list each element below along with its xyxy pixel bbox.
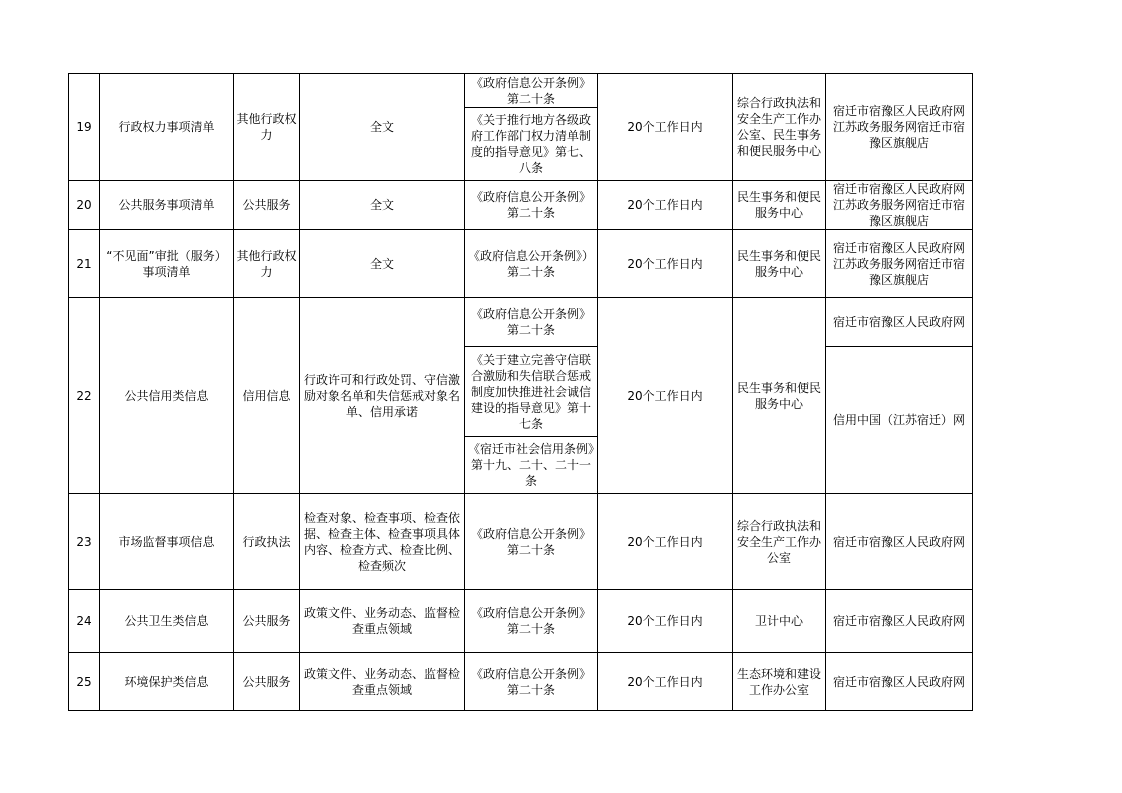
row-number: 23 (69, 494, 100, 590)
item-category: 公共服务 (234, 653, 300, 711)
item-name: 环境保护类信息 (100, 653, 234, 711)
item-name: 行政权力事项清单 (100, 74, 234, 181)
table-row (69, 653, 973, 711)
row-number: 19 (69, 74, 100, 181)
item-category: 其他行政权力 (234, 230, 300, 298)
legal-basis: 《政府信息公开条例》第二十条 (465, 494, 598, 590)
responsible-unit: 生态环境和建设工作办公室 (733, 653, 826, 711)
publish-channel: 信用中国（江苏宿迁）网 (826, 347, 973, 494)
item-content: 全文 (300, 230, 465, 298)
row-number: 22 (69, 298, 100, 494)
item-name: “不见面”审批（服务）事项清单 (100, 230, 234, 298)
item-name: 公共服务事项清单 (100, 181, 234, 230)
table-row (69, 74, 973, 108)
responsible-unit: 民生事务和便民服务中心 (733, 298, 826, 494)
legal-basis: 《政府信息公开条例》第二十条 (465, 74, 598, 108)
table-row (69, 494, 973, 590)
publish-channel: 宿迁市宿豫区人民政府网 (826, 653, 973, 711)
item-name: 公共信用类信息 (100, 298, 234, 494)
item-content: 行政许可和行政处罚、守信激励对象名单和失信惩戒对象名单、信用承诺 (300, 298, 465, 494)
item-category: 公共服务 (234, 181, 300, 230)
time-limit: 20个工作日内 (598, 74, 733, 181)
legal-basis: 《政府信息公开条例》第二十条 (465, 181, 598, 230)
time-limit: 20个工作日内 (598, 230, 733, 298)
time-limit: 20个工作日内 (598, 494, 733, 590)
row-number: 24 (69, 590, 100, 653)
legal-basis: 《政府信息公开条例》第二十条 (465, 298, 598, 347)
responsible-unit: 民生事务和便民服务中心 (733, 230, 826, 298)
item-category: 公共服务 (234, 590, 300, 653)
time-limit: 20个工作日内 (598, 653, 733, 711)
publish-channel: 宿迁市宿豫区人民政府网 江苏政务服务网宿迁市宿豫区旗舰店 (826, 181, 973, 230)
item-category: 行政执法 (234, 494, 300, 590)
row-number: 25 (69, 653, 100, 711)
item-content: 政策文件、业务动态、监督检查重点领域 (300, 653, 465, 711)
item-content: 全文 (300, 181, 465, 230)
row-number: 21 (69, 230, 100, 298)
publish-channel: 宿迁市宿豫区人民政府网 江苏政务服务网宿迁市宿豫区旗舰店 (826, 230, 973, 298)
responsible-unit: 卫计中心 (733, 590, 826, 653)
legal-basis: 《政府信息公开条例》第二十条 (465, 590, 598, 653)
legal-basis: 《宿迁市社会信用条例》第十九、二十、二十一条 (465, 437, 598, 494)
row-number: 20 (69, 181, 100, 230)
legal-basis: 《关于推行地方各级政府工作部门权力清单制度的指导意见》第七、八条 (465, 108, 598, 181)
table-row (69, 181, 973, 230)
item-category: 信用信息 (234, 298, 300, 494)
responsible-unit: 民生事务和便民服务中心 (733, 181, 826, 230)
table-row (69, 590, 973, 653)
table-row (69, 230, 973, 298)
item-name: 公共卫生类信息 (100, 590, 234, 653)
item-name: 市场监督事项信息 (100, 494, 234, 590)
item-content: 全文 (300, 74, 465, 181)
item-content: 检查对象、检查事项、检查依据、检查主体、检查事项具体内容、检查方式、检查比例、检查频次 (300, 494, 465, 590)
time-limit: 20个工作日内 (598, 298, 733, 494)
legal-basis: 《关于建立完善守信联合激励和失信联合惩戒制度加快推进社会诚信建设的指导意见》第十七条 (465, 347, 598, 437)
legal-basis: 《政府信息公开条例》第二十条 (465, 653, 598, 711)
publish-channel: 宿迁市宿豫区人民政府网 (826, 590, 973, 653)
disclosure-table (68, 73, 990, 711)
item-content: 政策文件、业务动态、监督检查重点领域 (300, 590, 465, 653)
responsible-unit: 综合行政执法和安全生产工作办公室 (733, 494, 826, 590)
publish-channel: 宿迁市宿豫区人民政府网 (826, 298, 973, 347)
time-limit: 20个工作日内 (598, 181, 733, 230)
item-category: 其他行政权力 (234, 74, 300, 181)
publish-channel: 宿迁市宿豫区人民政府网 江苏政务服务网宿迁市宿豫区旗舰店 (826, 74, 973, 181)
legal-basis: 《政府信息公开条例》）第二十条 (465, 230, 598, 298)
table-row (69, 298, 973, 347)
publish-channel: 宿迁市宿豫区人民政府网 (826, 494, 973, 590)
responsible-unit: 综合行政执法和安全生产工作办公室、民生事务和便民服务中心 (733, 74, 826, 181)
time-limit: 20个工作日内 (598, 590, 733, 653)
